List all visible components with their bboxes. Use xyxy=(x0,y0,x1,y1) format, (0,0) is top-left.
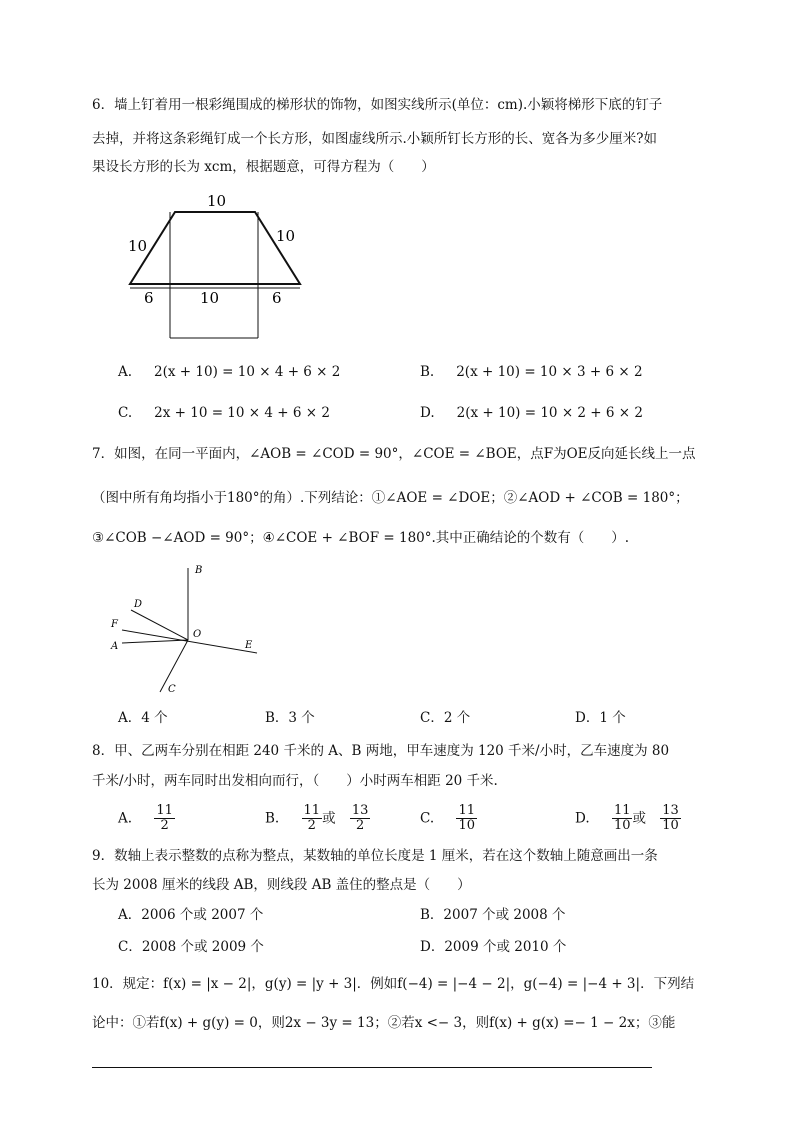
label-o: O xyxy=(193,629,202,640)
label-e: E xyxy=(245,640,253,651)
label-bottom-mid: 10 xyxy=(200,289,220,307)
label-left: 10 xyxy=(128,237,148,255)
q9-option-c: C．2008 个或 2009 个 xyxy=(118,939,264,955)
q9-line-2: 长为 2008 厘米的线段 AB，则线段 AB 盖住的整点是（ ） xyxy=(92,877,471,893)
q9-option-b: B．2007 个或 2008 个 xyxy=(420,907,566,923)
q7-angle-figure xyxy=(105,560,270,700)
ray-oa xyxy=(122,640,188,643)
q8-line-2: 千米/小时，两车同时出发相向而行，（ ）小时两车相距 20 千米. xyxy=(92,773,498,789)
line-fe xyxy=(122,630,257,653)
q9-option-d: D．2009 个或 2010 个 xyxy=(420,939,567,955)
fraction: $\frac{13}{2}$ xyxy=(351,803,369,833)
q7-line-2: （图中所有角均指小于180°的角）.下列结论：①∠AOE = ∠DOE；②∠AOD + ∠COB = 180°； xyxy=(92,490,689,506)
trapezoid-shape xyxy=(130,212,300,284)
q7-option-c: C．2 个 xyxy=(420,710,471,726)
q6-line-3: 果设长方形的长为 xcm，根据题意，可得方程为（ ） xyxy=(92,159,435,175)
q6-line-1: 6．墙上钉着用一根彩绳围成的梯形状的饰物，如图实线所示(单位：cm).小颖将梯形下底的钉子 xyxy=(92,97,663,113)
q8-option-d: D. $\frac{11}{10}$ 或 $\frac{13}{10}$ xyxy=(575,803,679,833)
label-bottom-left: 6 xyxy=(144,289,154,307)
q8-line-1: 8．甲、乙两车分别在相距 240 千米的 A、B 两地，甲车速度为 120 千米/小时，乙车速度为 80 xyxy=(92,743,670,759)
q9-option-a: A．2006 个或 2007 个 xyxy=(118,907,264,923)
fraction: $\frac{11}{2}$ xyxy=(303,803,321,833)
q8-option-c: C. $\frac{11}{10}$ xyxy=(420,803,475,833)
q6-option-a: A. 2(x + 10) = 10 × 4 + 6 × 2 xyxy=(118,364,341,380)
label-bottom-right: 6 xyxy=(272,289,282,307)
q7-option-a: A．4 个 xyxy=(118,710,168,726)
label-f: F xyxy=(111,619,118,630)
q8-option-b: B. $\frac{11}{2}$ 或 $\frac{13}{2}$ xyxy=(265,803,369,833)
q6-line-2: 去掉，并将这条彩绳钉成一个长方形，如图虚线所示.小颖所钉长方形的长、宽各为多少厘米?如 xyxy=(92,131,658,147)
q9-line-1: 9．数轴上表示整数的点称为整点，某数轴的单位长度是 1 厘米，若在这个数轴上随意画出一条 xyxy=(92,848,658,864)
q6-option-c: C. 2x + 10 = 10 × 4 + 6 × 2 xyxy=(118,405,330,421)
q6-trapezoid-figure xyxy=(110,185,310,350)
q8-option-a: A. $\frac{11}{2}$ xyxy=(118,803,173,833)
label-right: 10 xyxy=(276,227,296,245)
label-top: 10 xyxy=(207,192,227,210)
q10-line-1: 10．规定：f(x) = |x − 2|，g(y) = |y + 3|．例如f(−4) = |−4 − 2|，g(−4) = |−4 + 3|．下列结 xyxy=(92,976,695,992)
q6-option-b: B. 2(x + 10) = 10 × 3 + 6 × 2 xyxy=(420,364,643,380)
q10-line-2: 论中：①若f(x) + g(y) = 0，则2x − 3y = 13；②若x <− 3，则f(x) + g(x) =− 1 − 2x；③能 xyxy=(92,1015,676,1031)
label-d: D xyxy=(134,599,143,610)
q7-option-d: D．1 个 xyxy=(575,710,626,726)
q7-line-1: 7．如图，在同一平面内，∠AOB = ∠COD = 90°，∠COE = ∠BOE，点F为OE反向延长线上一点 xyxy=(92,446,696,462)
label-b: B xyxy=(195,565,203,576)
ray-od xyxy=(131,610,188,640)
footer-rule xyxy=(92,1067,652,1068)
fraction: $\frac{11}{10}$ xyxy=(458,803,475,833)
fraction: $\frac{13}{10}$ xyxy=(662,803,679,833)
label-a: A xyxy=(111,641,119,652)
q7-option-b: B．3 个 xyxy=(265,710,315,726)
fraction: $\frac{11}{2}$ xyxy=(156,803,173,833)
label-c: C xyxy=(168,684,176,695)
q6-option-d: D. 2(x + 10) = 10 × 2 + 6 × 2 xyxy=(420,405,643,421)
fraction: $\frac{11}{10}$ xyxy=(613,803,631,833)
q7-line-3: ③∠COB −∠AOD = 90°；④∠COE + ∠BOF = 180°.其中正确结论的个数有（ ）. xyxy=(92,530,630,546)
